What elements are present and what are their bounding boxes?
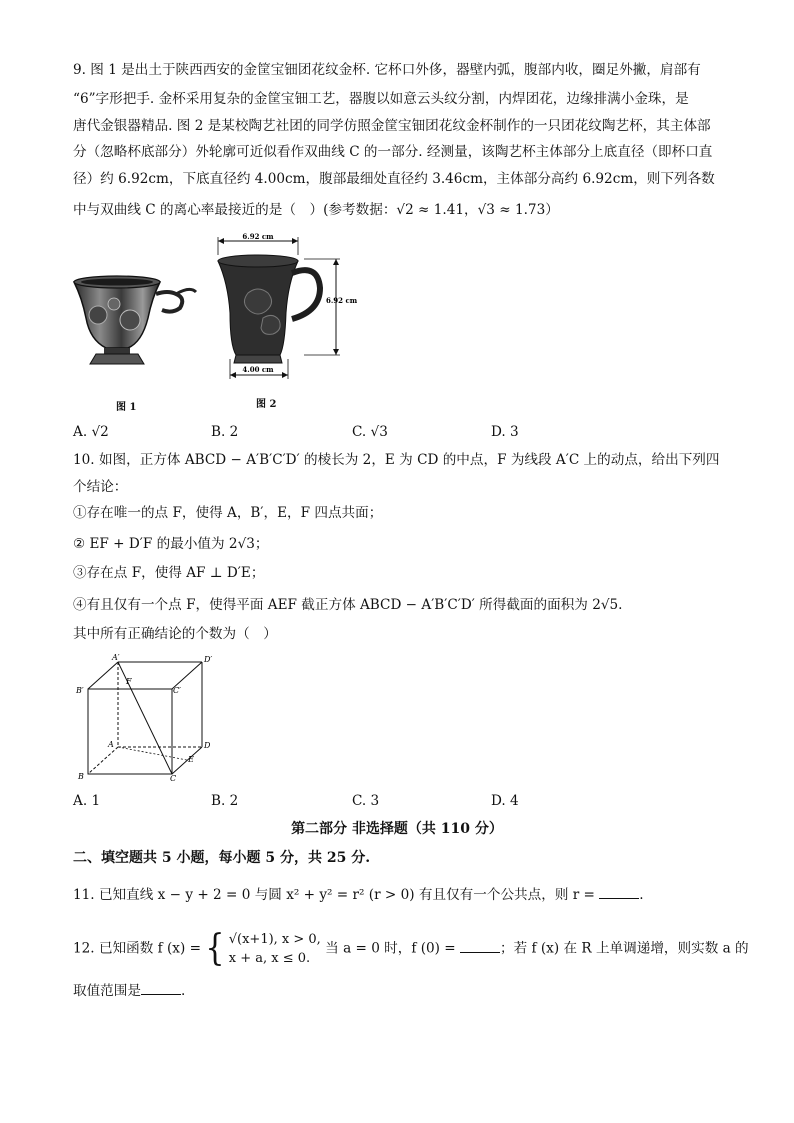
label-c: C (170, 774, 177, 782)
top-dimension-label: 6.92 cm (242, 233, 274, 241)
q9-line-4: 分（忽略杯底部分）外轮廓可近似看作双曲线 C 的一部分. 经测量，该陶艺杯主体部分上底直径（即杯口直 (73, 144, 713, 160)
q11-answer-blank (599, 884, 639, 899)
q10-conclusion-2: ② EF + D′F 的最小值为 2√3； (73, 536, 269, 552)
q12-mid: 当 a = 0 时，f (0) = (325, 940, 456, 957)
q10-line-2: 个结论： (73, 479, 128, 495)
q10-option-d: D. 4 (491, 793, 519, 809)
q10-line-1: 10. 如图，正方体 ABCD − A′B′C′D′ 的棱长为 2，E 为 CD 的中点，F 为线段 A′C 上的动点，给出下列四 (73, 452, 720, 468)
figure-2-caption: 图 2 (256, 399, 277, 410)
label-a-prime: A′ (112, 653, 120, 662)
q9-option-c: C. √3 (352, 424, 388, 440)
q12-line-1 (73, 927, 749, 970)
q12-line2-text: 取值范围是 (73, 983, 141, 999)
figure-1-caption: 图 1 (116, 402, 137, 413)
q11-end: . (639, 887, 644, 903)
q10-prompt: 其中所有正确结论的个数为（ ） (73, 626, 277, 642)
bottom-dimension-label: 4.00 cm (242, 365, 274, 374)
right-dimension-label: 6.92 cm (326, 296, 358, 305)
pottery-cup-figure (208, 233, 368, 383)
q9-line-6: 中与双曲线 C 的离心率最接近的是（ ）(参考数据：√2 ≈ 1.41，√3 ≈ 1.73） (73, 202, 559, 218)
q12-answer-blank-1 (460, 938, 500, 953)
label-b-prime: B′ (76, 686, 84, 695)
q9-line-2: “6”字形把手. 金杯采用复杂的金筐宝钿工艺，器腹以如意云头纹分割，内焊团花，边缘排满小金珠，是 (73, 91, 689, 107)
label-a: A (108, 740, 114, 749)
q11-line (73, 884, 644, 905)
q9-option-b: B. 2 (211, 424, 239, 440)
section-two-heading: 二、填空题共 5 小题，每小题 5 分，共 25 分. (73, 850, 371, 866)
label-d-prime: D′ (204, 655, 213, 664)
q12-answer-blank-2 (141, 980, 181, 995)
q10-option-c: C. 3 (352, 793, 380, 809)
part-two-heading: 第二部分 非选择题（共 110 分） (291, 821, 503, 837)
label-b: B (78, 772, 84, 781)
q12-case-2: x + a, x ≤ 0. (228, 951, 311, 966)
label-f: F (126, 677, 132, 686)
q12-end: . (180, 983, 186, 999)
q10-conclusion-1: ①存在唯一的点 F，使得 A，B′，E，F 四点共面； (73, 505, 383, 521)
q10-conclusion-4: ④有且仅有一个点 F，使得平面 AEF 截正方体 ABCD − A′B′C′D′ 所得截面的面积为 2√5. (73, 597, 623, 613)
q12-line-2 (73, 980, 185, 1001)
brace-symbol: { (205, 927, 225, 970)
q11-text: 11. 已知直线 x − y + 2 = 0 与圆 x² + y² = r² (r > 0) 有且仅有一个公共点，则 r = (73, 887, 595, 903)
gold-cup-photo (68, 270, 203, 370)
label-e: E (188, 755, 194, 764)
q9-line-5: 径）约 6.92cm，下底直径约 4.00cm，腹部最细处直径约 3.46cm，主体部分高约 6.92cm，则下列各数 (73, 171, 715, 187)
q9-line-1: 9. 图 1 是出土于陕西西安的金筐宝钿团花纹金杯. 它杯口外侈，器壁内弧，腹部内收，圈足外撇，肩部有 (73, 62, 701, 78)
q9-line-3: 唐代金银器精品. 图 2 是某校陶艺社团的同学仿照金筐宝钿团花纹金杯制作的一只团花纹陶艺杯，其主体部 (73, 118, 711, 134)
q10-conclusion-3: ③存在点 F，使得 AF ⊥ D′E； (73, 565, 265, 581)
q9-option-a: A. √2 (73, 424, 109, 440)
q12-case-1: √(x+1), x > 0, (228, 932, 321, 947)
q12-prefix: 12. 已知函数 f (x) = (73, 940, 201, 957)
q10-option-b: B. 2 (211, 793, 239, 809)
cube-figure (70, 652, 220, 782)
q10-option-a: A. 1 (73, 793, 101, 809)
q12-after: ；若 f (x) 在 R 上单调递增，则实数 a 的 (500, 940, 749, 957)
label-d: D (204, 741, 211, 750)
q9-option-d: D. 3 (491, 424, 519, 440)
label-c-prime: C′ (173, 686, 181, 695)
q12-piecewise (229, 930, 321, 968)
